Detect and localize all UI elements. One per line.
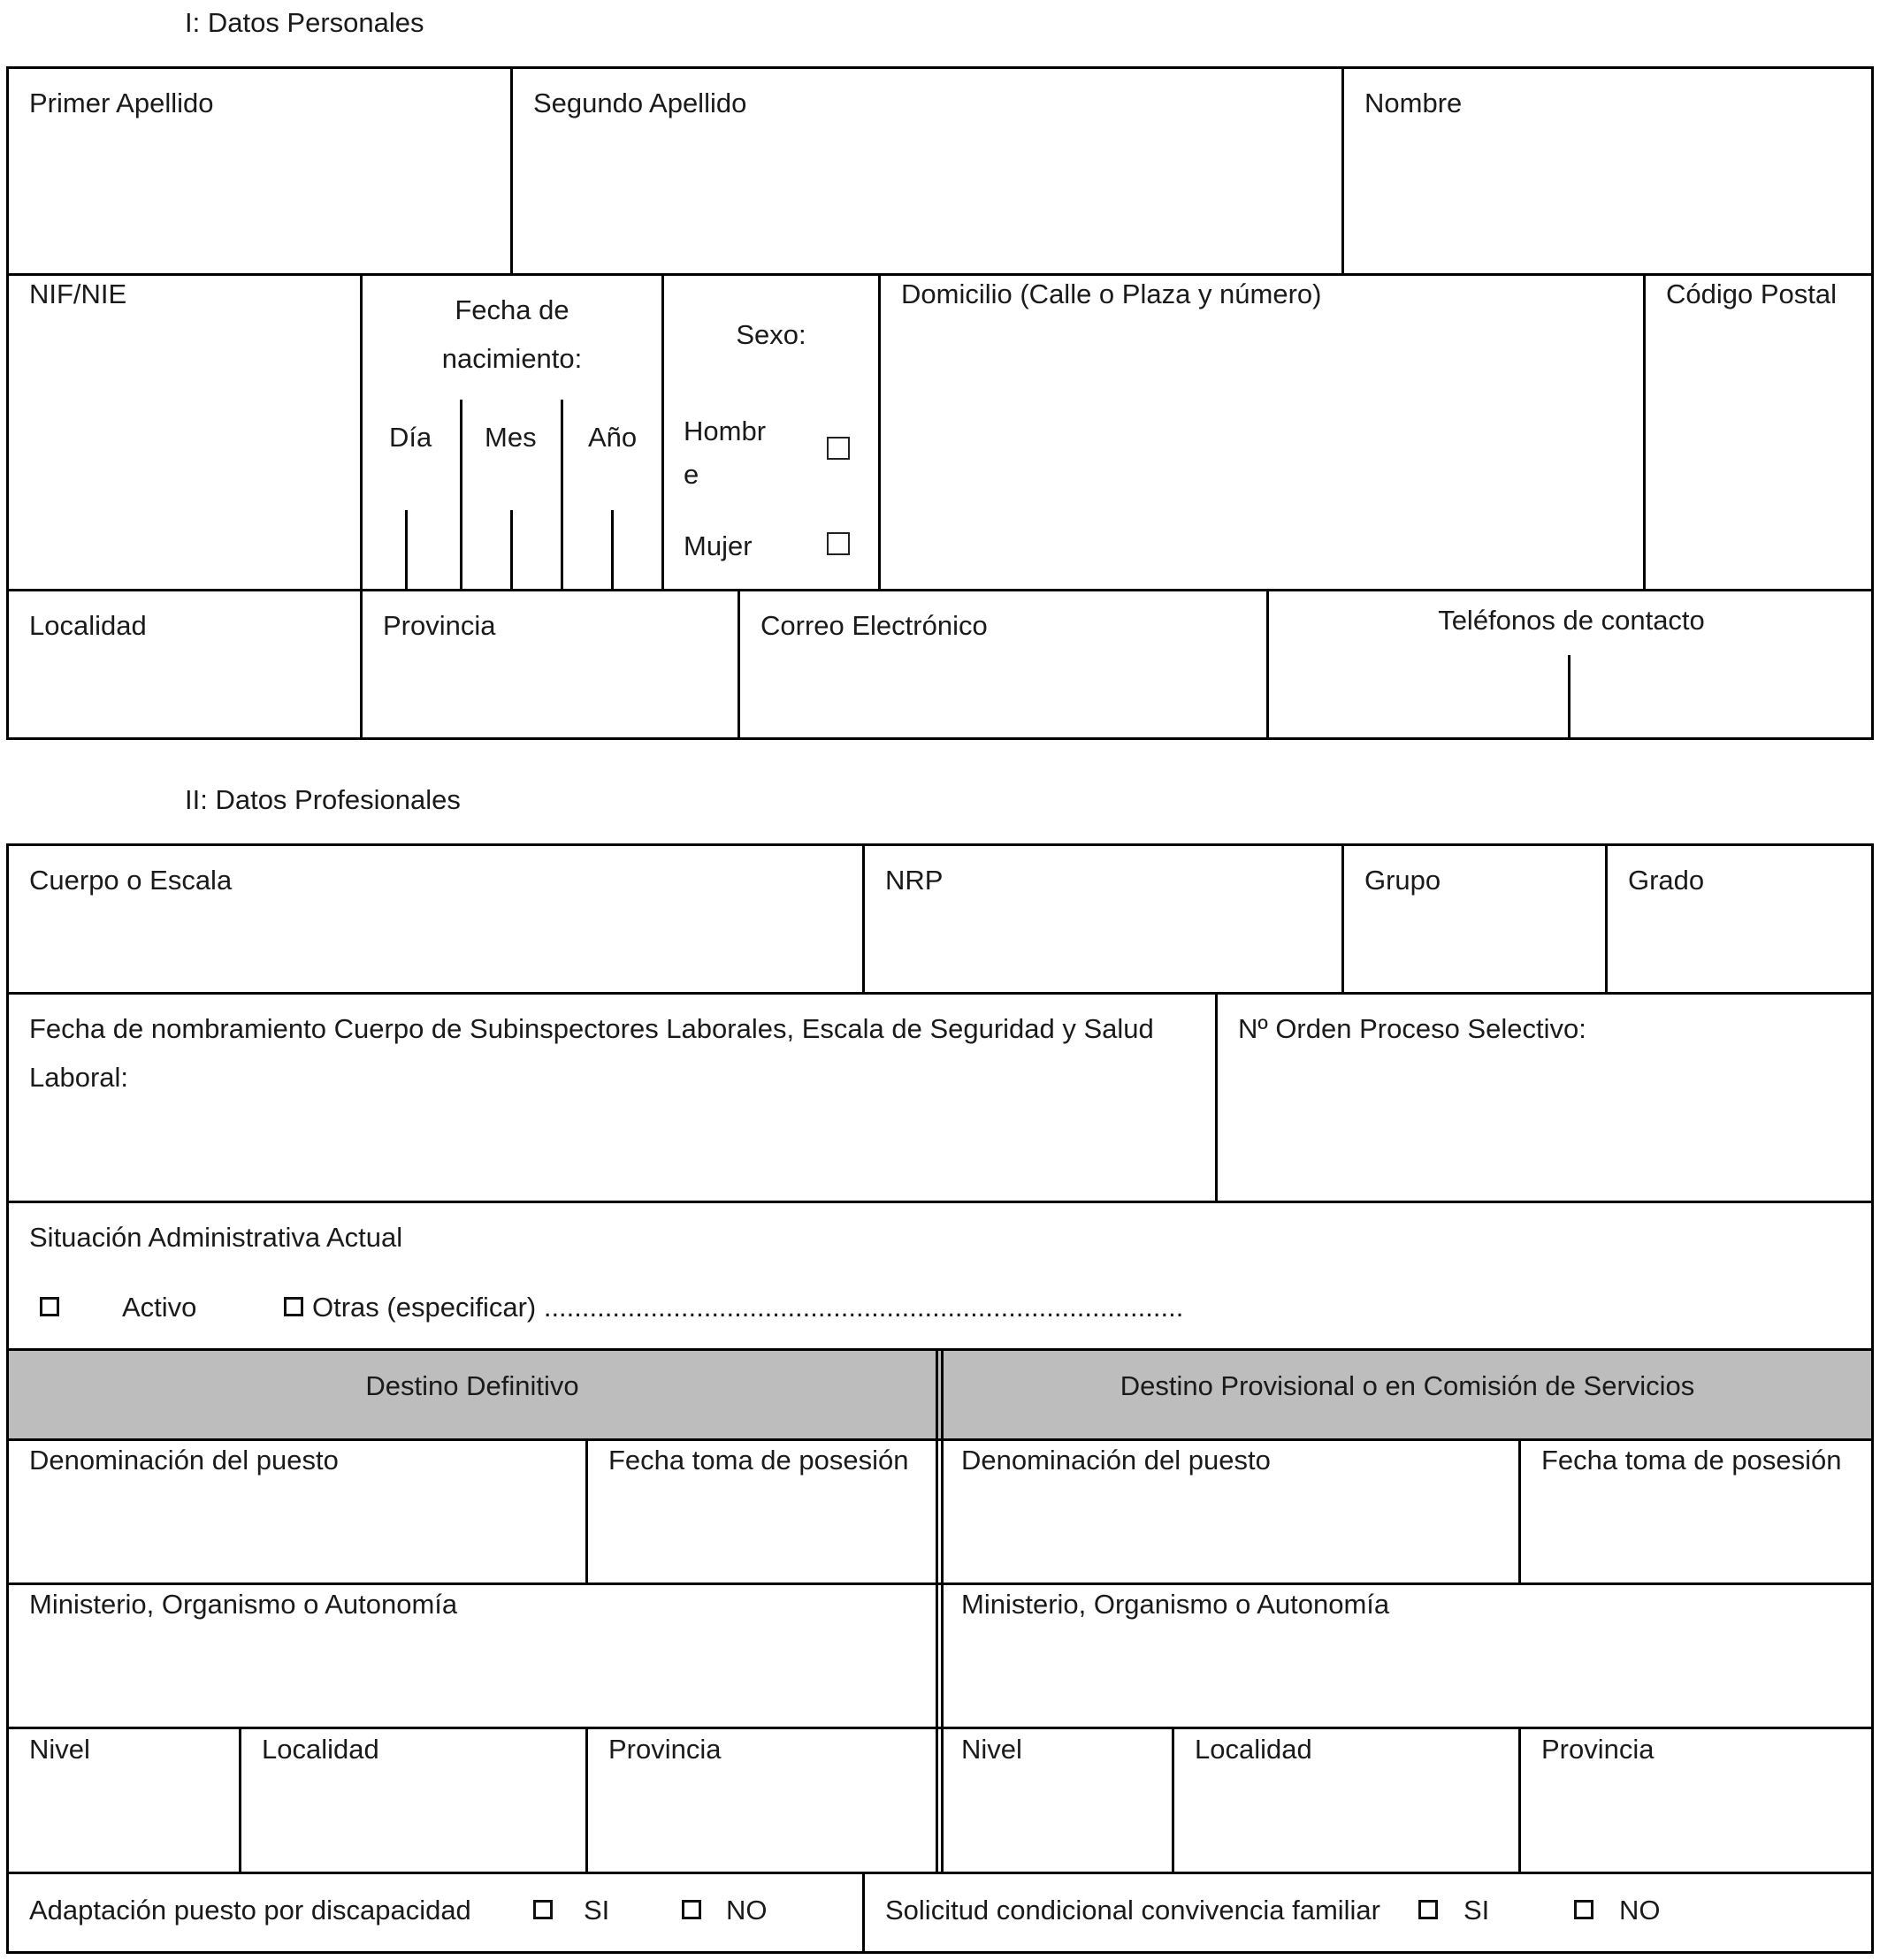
col-divider <box>862 1872 865 1954</box>
fecha-toma-prov-field[interactable] <box>1521 1485 1871 1582</box>
nif-field[interactable] <box>9 318 360 589</box>
adaptacion-no-checkbox[interactable] <box>682 1900 701 1919</box>
ministerio-prov-field[interactable] <box>944 1629 1871 1727</box>
date-tick <box>611 510 614 591</box>
ministerio-prov-label: Ministerio, Organismo o Autonomía <box>961 1589 1390 1620</box>
fecha-nombramiento-label-2: Laboral: <box>29 1062 129 1093</box>
denominacion-def-label: Denominación del puesto <box>29 1445 339 1476</box>
denominacion-prov-field[interactable] <box>944 1485 1518 1582</box>
otras-label: Otras (especificar) .................................................................................... <box>312 1292 1184 1323</box>
grado-field[interactable] <box>1608 905 1871 992</box>
solicitud-label: Solicitud condicional convivencia familiar <box>885 1895 1380 1926</box>
fecha-toma-def-label: Fecha toma de posesión <box>608 1445 909 1476</box>
otras-checkbox[interactable] <box>284 1297 303 1316</box>
mujer-checkbox[interactable] <box>827 532 850 555</box>
telefono-1-field[interactable] <box>1269 655 1568 737</box>
hombre-label-2: e <box>684 459 699 490</box>
localidad-label: Localidad <box>29 610 147 641</box>
provincia-prov-field[interactable] <box>1521 1773 1871 1872</box>
telefono-2-field[interactable] <box>1570 655 1871 737</box>
primer-apellido-field[interactable] <box>9 128 510 273</box>
adaptacion-no-label: NO <box>726 1895 768 1926</box>
fecha-toma-prov-label: Fecha toma de posesión <box>1541 1445 1842 1476</box>
orden-label: Nº Orden Proceso Selectivo: <box>1238 1013 1586 1044</box>
fecha-nacimiento-label-2: nacimiento: <box>441 343 583 374</box>
nivel-prov-field[interactable] <box>944 1773 1172 1872</box>
row-divider <box>6 589 1874 591</box>
correo-field[interactable] <box>740 650 1266 737</box>
nivel-def-label: Nivel <box>29 1734 90 1765</box>
hombre-checkbox[interactable] <box>827 437 850 460</box>
denominacion-def-field[interactable] <box>9 1485 585 1582</box>
nivel-prov-label: Nivel <box>961 1734 1022 1765</box>
codigo-postal-label: Código Postal <box>1666 278 1838 309</box>
fecha-toma-def-field[interactable] <box>588 1485 936 1582</box>
domicilio-field[interactable] <box>881 318 1643 589</box>
anio-label: Año <box>588 422 638 453</box>
provincia-def-label: Provincia <box>608 1734 722 1765</box>
correo-label: Correo Electrónico <box>760 610 988 641</box>
localidad-prov-label: Localidad <box>1195 1734 1312 1765</box>
mujer-label: Mujer <box>684 530 753 561</box>
fecha-nombramiento-field[interactable] <box>9 1105 1215 1201</box>
cuerpo-label: Cuerpo o Escala <box>29 865 233 896</box>
localidad-def-label: Localidad <box>262 1734 379 1765</box>
row-divider <box>6 1727 1874 1729</box>
destino-definitivo-header: Destino Definitivo <box>365 1370 579 1401</box>
grupo-field[interactable] <box>1344 905 1605 992</box>
nombre-field[interactable] <box>1344 128 1871 273</box>
localidad-field[interactable] <box>9 650 360 737</box>
grupo-label: Grupo <box>1364 865 1441 896</box>
nrp-field[interactable] <box>865 905 1341 992</box>
localidad-def-field[interactable] <box>241 1773 585 1872</box>
solicitud-no-label: NO <box>1619 1895 1661 1926</box>
row-divider <box>6 1438 1874 1441</box>
adaptacion-si-checkbox[interactable] <box>533 1900 553 1919</box>
section-professional-title: II: Datos Profesionales <box>185 784 461 815</box>
date-tick <box>405 510 408 591</box>
date-divider <box>460 400 462 591</box>
adaptacion-si-label: SI <box>584 1895 610 1926</box>
ministerio-def-label: Ministerio, Organismo o Autonomía <box>29 1589 458 1620</box>
nif-label: NIF/NIE <box>29 278 127 309</box>
date-tick <box>510 510 513 591</box>
solicitud-si-checkbox[interactable] <box>1418 1900 1438 1919</box>
telefonos-label: Teléfonos de contacto <box>1438 605 1705 636</box>
activo-label: Activo <box>122 1292 197 1323</box>
ministerio-def-field[interactable] <box>9 1629 936 1727</box>
row-divider <box>6 1582 1874 1585</box>
destino-provisional-header: Destino Provisional o en Comisión de Servicios <box>1120 1370 1695 1401</box>
row-divider <box>6 992 1874 995</box>
segundo-apellido-label: Segundo Apellido <box>533 88 747 118</box>
provincia-label: Provincia <box>383 610 496 641</box>
nrp-label: NRP <box>885 865 944 896</box>
fecha-nacimiento-label: Fecha de <box>455 294 569 325</box>
orden-field[interactable] <box>1218 1056 1871 1201</box>
row-divider <box>6 1872 1874 1874</box>
section-personal-title: I: Datos Personales <box>185 7 424 38</box>
row-divider <box>6 1201 1874 1203</box>
segundo-apellido-field[interactable] <box>513 128 1341 273</box>
provincia-def-field[interactable] <box>588 1773 936 1872</box>
row-divider <box>6 273 1874 276</box>
fecha-nombramiento-label: Fecha de nombramiento Cuerpo de Subinspectores Laborales, Escala de Seguridad y Salud <box>29 1013 1154 1044</box>
nivel-def-field[interactable] <box>9 1773 239 1872</box>
activo-checkbox[interactable] <box>40 1297 59 1316</box>
localidad-prov-field[interactable] <box>1174 1773 1518 1872</box>
solicitud-si-label: SI <box>1463 1895 1490 1926</box>
dia-label: Día <box>389 422 432 453</box>
provincia-field[interactable] <box>363 650 737 737</box>
mes-label: Mes <box>485 422 537 453</box>
situacion-label: Situación Administrativa Actual <box>29 1222 403 1253</box>
primer-apellido-label: Primer Apellido <box>29 88 214 118</box>
solicitud-no-checkbox[interactable] <box>1574 1900 1593 1919</box>
domicilio-label: Domicilio (Calle o Plaza y número) <box>901 278 1322 309</box>
destino-divider <box>936 1348 938 1874</box>
nombre-label: Nombre <box>1364 88 1463 118</box>
provincia-prov-label: Provincia <box>1541 1734 1655 1765</box>
date-divider <box>561 400 563 591</box>
sexo-label: Sexo: <box>736 319 806 350</box>
codigo-postal-field[interactable] <box>1646 318 1871 589</box>
denominacion-prov-label: Denominación del puesto <box>961 1445 1271 1476</box>
hombre-label: Hombr <box>684 416 767 446</box>
adaptacion-label: Adaptación puesto por discapacidad <box>29 1895 471 1926</box>
cuerpo-field[interactable] <box>9 905 862 992</box>
grado-label: Grado <box>1628 865 1705 896</box>
